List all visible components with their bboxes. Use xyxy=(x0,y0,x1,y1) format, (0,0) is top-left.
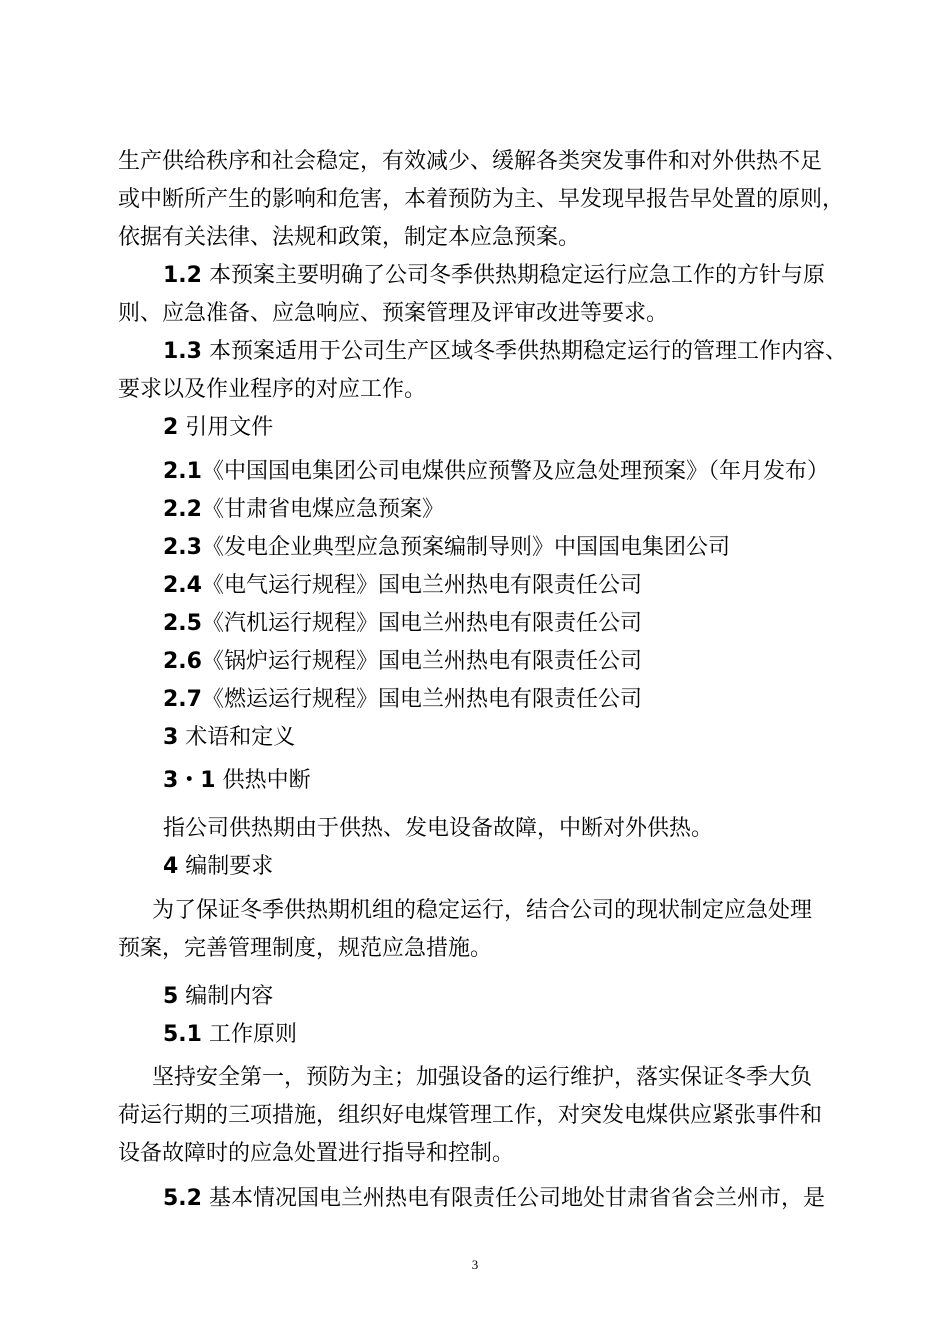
reference-item xyxy=(163,571,642,601)
line-text: 供热中断 xyxy=(215,768,311,793)
subsection-heading xyxy=(163,1184,825,1214)
text-line xyxy=(118,299,668,329)
section-number: 2.6 xyxy=(163,649,202,674)
line-text: 《汽机运行规程》国电兰州热电有限责任公司 xyxy=(201,611,642,636)
reference-item xyxy=(163,533,730,563)
section-number: 3・1 xyxy=(163,768,216,793)
section-number: 4 xyxy=(163,854,179,879)
section-number: 2.3 xyxy=(163,535,202,560)
line-text: 荷运行期的三项措施，组织好电煤管理工作，对突发电煤供应紧张事件和 xyxy=(118,1103,823,1128)
line-text: 引用文件 xyxy=(178,415,274,440)
section-number: 2 xyxy=(163,415,179,440)
section-number: 5 xyxy=(163,984,179,1009)
text-line xyxy=(152,1063,812,1093)
line-text: 则、应急准备、应急响应、预案管理及评审改进等要求。 xyxy=(118,301,669,326)
reference-item xyxy=(163,609,642,639)
reference-item xyxy=(163,495,444,525)
section-heading xyxy=(163,982,273,1012)
line-text: 《燃运运行规程》国电兰州热电有限责任公司 xyxy=(201,687,642,712)
reference-item xyxy=(163,647,642,677)
line-text: 为了保证冬季供热期机组的稳定运行，结合公司的现状制定应急处理 xyxy=(152,898,813,923)
section-number: 1.3 xyxy=(163,339,202,364)
section-number: 5.2 xyxy=(163,1186,202,1211)
section-number: 1.2 xyxy=(163,263,202,288)
subsection-heading xyxy=(163,1020,297,1050)
line-text: 《中国国电集团公司电煤供应预警及应急处理预案》（年月发布） xyxy=(201,459,829,484)
text-line xyxy=(118,223,580,253)
text-line xyxy=(163,261,825,291)
line-text: 本预案主要明确了公司冬季供热期稳定运行应急工作的方针与原 xyxy=(201,263,825,288)
line-text: 依据有关法律、法规和政策，制定本应急预案。 xyxy=(118,225,581,250)
line-text: 本预案适用于公司生产区域冬季供热期稳定运行的管理工作内容、 xyxy=(201,339,847,364)
line-text: 要求以及作业程序的对应工作。 xyxy=(118,377,427,402)
text-line xyxy=(163,814,713,844)
section-heading xyxy=(163,723,295,753)
text-line xyxy=(118,1139,514,1169)
line-text: 预案，完善管理制度，规范应急措施。 xyxy=(118,936,493,961)
line-text: 《甘肃省电煤应急预案》 xyxy=(201,497,444,522)
line-text: 《电气运行规程》国电兰州热电有限责任公司 xyxy=(201,573,642,598)
line-text: 工作原则 xyxy=(201,1022,297,1047)
line-text: 编制内容 xyxy=(178,984,274,1009)
line-text: 生产供给秩序和社会稳定，有效减少、缓解各类突发事件和对外供热不足 xyxy=(118,149,823,174)
text-line xyxy=(152,896,812,926)
reference-item xyxy=(163,685,642,715)
section-heading xyxy=(163,413,273,443)
line-text: 术语和定义 xyxy=(178,725,296,750)
text-line xyxy=(118,147,822,177)
line-text: 指公司供热期由于供热、发电设备故障，中断对外供热。 xyxy=(163,816,714,841)
line-text: 编制要求 xyxy=(178,854,274,879)
text-line xyxy=(118,375,426,405)
page-number: 3 xyxy=(471,1257,479,1272)
line-text: 设备故障时的应急处置进行指导和控制。 xyxy=(118,1141,515,1166)
text-line xyxy=(163,337,847,367)
line-text: 《发电企业典型应急预案编制导则》中国国电集团公司 xyxy=(201,535,730,560)
text-line xyxy=(118,934,492,964)
section-number: 5.1 xyxy=(163,1022,202,1047)
line-text: 《锅炉运行规程》国电兰州热电有限责任公司 xyxy=(201,649,642,674)
line-text: 坚持安全第一，预防为主；加强设备的运行维护，落实保证冬季大负 xyxy=(152,1065,813,1090)
section-heading xyxy=(163,852,273,882)
section-number: 2.4 xyxy=(163,573,202,598)
reference-item xyxy=(163,457,829,487)
section-number: 2.5 xyxy=(163,611,202,636)
line-text: 或中断所产生的影响和危害，本着预防为主、早发现早报告早处置的原则， xyxy=(118,187,845,212)
text-line xyxy=(118,1101,822,1131)
section-number: 2.7 xyxy=(163,687,202,712)
line-text: 基本情况国电兰州热电有限责任公司地处甘肃省省会兰州市，是 xyxy=(201,1186,825,1211)
text-line xyxy=(118,185,844,215)
section-number: 2.2 xyxy=(163,497,202,522)
section-number: 3 xyxy=(163,725,179,750)
subsection-heading xyxy=(163,766,311,796)
section-number: 2.1 xyxy=(163,459,202,484)
